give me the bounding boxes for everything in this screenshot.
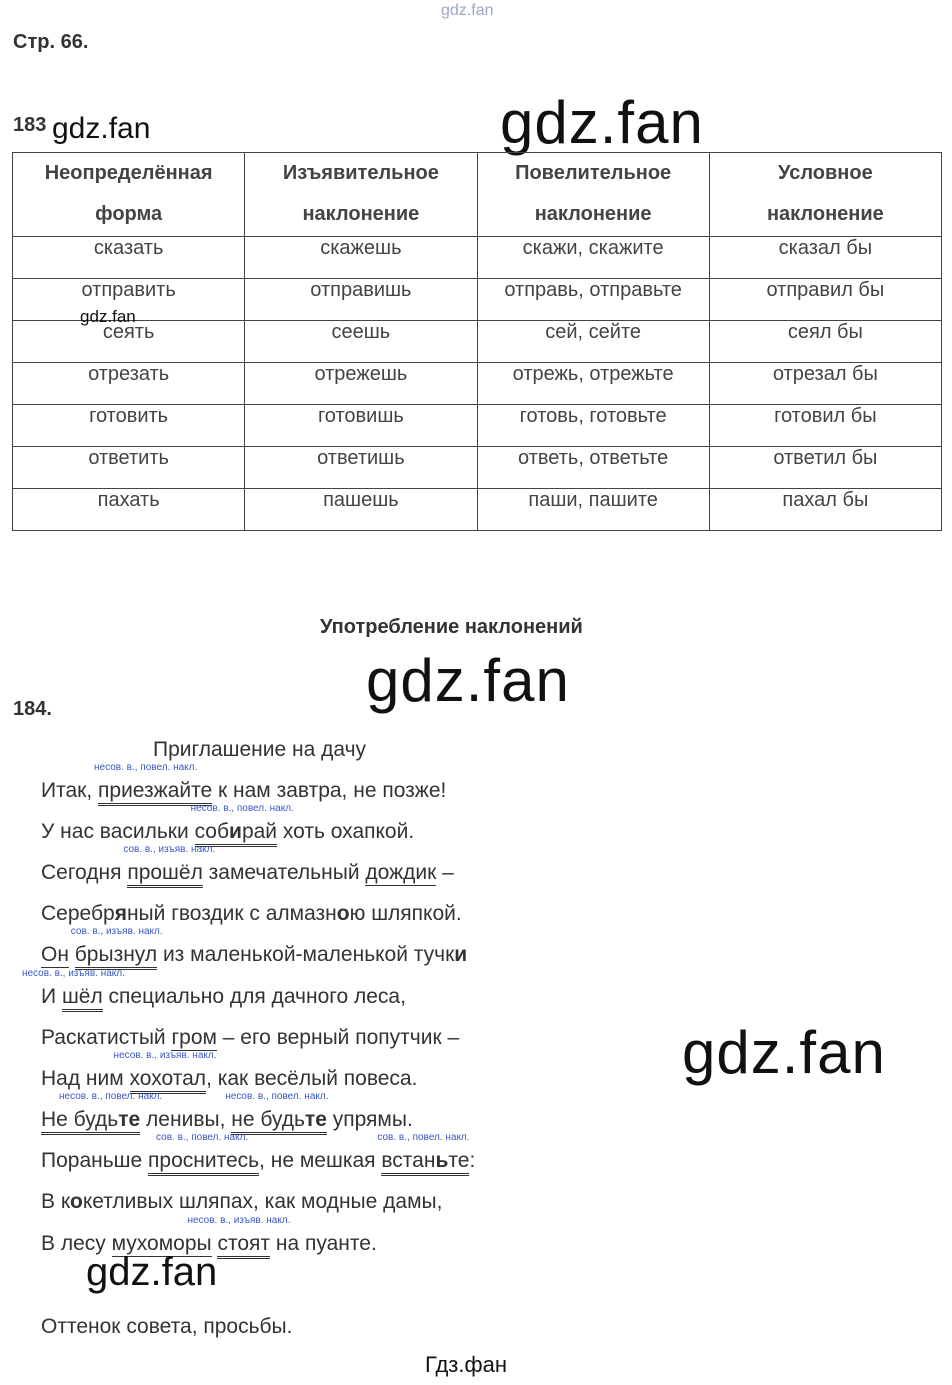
poem-line-6: И несов. в., изъяв. накл. шёл специально для дачного леса,	[41, 985, 406, 1012]
table-row	[13, 279, 942, 321]
header-infinitive: Неопределённая форма	[13, 153, 245, 237]
table-cell: сеешь	[245, 321, 477, 363]
verb-bryznul: сов. в., изъяв. накл. брызнул	[75, 943, 157, 970]
table-cell: сеял бы	[709, 321, 941, 363]
header-conditional: Условное наклонение	[709, 153, 941, 237]
table-cell: отрежешь	[245, 363, 477, 405]
verb-sobiray: несов. в., повел. накл. собирай	[195, 820, 277, 847]
subject-dozhdik: дождик	[365, 861, 437, 884]
table-cell: пахал бы	[709, 489, 941, 531]
table-cell: готовишь	[245, 405, 477, 447]
verb-moods-table	[12, 152, 942, 531]
poem-line-12: В лесу мухоморы несов. в., изъяв. накл. стоят на пуанте.	[41, 1232, 377, 1259]
table-cell: скажешь	[245, 237, 477, 279]
poem-line-10: Пораньше сов. в., повел. накл. проснитесь, не мешкая сов. в., повел. накл. встаньте:	[41, 1149, 475, 1176]
watermark-bottom-left: gdz.fan	[86, 1250, 218, 1294]
verb-khokhotal: несов. в., изъяв. накл. хохотал	[130, 1067, 207, 1094]
table-cell: отрезал бы	[709, 363, 941, 405]
verb-ne-budte-2: несов. в., повел. накл. не будьте	[231, 1108, 327, 1135]
table-row	[13, 489, 942, 531]
verb-prosnites: сов. в., повел. накл. проснитесь	[148, 1149, 259, 1176]
poem-line-11: В кокетливых шляпах, как модные дамы,	[41, 1190, 443, 1213]
watermark-mid-big: gdz.fan	[366, 647, 570, 714]
header-imperative: Повелительное наклонение	[477, 153, 709, 237]
table-cell: пашешь	[245, 489, 477, 531]
table-cell: отрежь, отрежьте	[477, 363, 709, 405]
poem-line-8: Над ним несов. в., изъяв. накл. хохотал, как весёлый повеса.	[41, 1067, 417, 1094]
table-cell: пахать	[13, 489, 245, 531]
table-header-row	[13, 153, 942, 237]
table-row	[13, 237, 942, 279]
watermark-top-big: gdz.fan	[500, 89, 704, 156]
watermark-table: gdz.fan	[80, 307, 136, 326]
table-cell: скажи, скажите	[477, 237, 709, 279]
table-row	[13, 405, 942, 447]
table-cell: ответил бы	[709, 447, 941, 489]
poem-line-9: несов. в., повел. накл. Не будьте ленивы, несов. в., повел. накл. не будьте упрямы.	[41, 1108, 413, 1135]
header-indicative: Изъявительное наклонение	[245, 153, 477, 237]
poem-line-5: Он сов. в., изъяв. накл. брызнул из маленькой-маленькой тучки	[41, 943, 467, 970]
page-label: Стр. 66.	[13, 31, 89, 53]
table-row	[13, 363, 942, 405]
poem-title: Приглашение на дачу	[153, 738, 367, 761]
watermark-top: gdz.fan	[441, 2, 494, 19]
table-row	[13, 321, 942, 363]
table-cell: сказал бы	[709, 237, 941, 279]
poem-line-1: Итак, несов. в., повел. накл. приезжайте к нам завтра, не позже!	[41, 779, 446, 806]
table-cell: отправь, отправьте	[477, 279, 709, 321]
exercise-184-number: 184.	[13, 698, 52, 720]
table-cell: отправить	[13, 279, 245, 321]
table-cell: отправишь	[245, 279, 477, 321]
section-title: Употребление наклонений	[320, 616, 583, 638]
verb-stoyat: несов. в., изъяв. накл. стоят	[217, 1232, 270, 1259]
subject-on: Он	[41, 943, 69, 966]
table-row	[13, 447, 942, 489]
poem-line-7: Раскатистый гром – его верный попутчик –	[41, 1026, 460, 1049]
verb-ne-budte-1: несов. в., повел. накл. Не будьте	[41, 1108, 140, 1135]
poem-line-2: У нас васильки несов. в., повел. накл. собирай хоть охапкой.	[41, 820, 414, 847]
table-cell: ответь, ответьте	[477, 447, 709, 489]
watermark-right-big: gdz.fan	[682, 1019, 886, 1086]
watermark-ex183: gdz.fan	[52, 112, 151, 145]
verb-priezzhayte: несов. в., повел. накл. приезжайте	[98, 779, 212, 806]
table-cell: готовил бы	[709, 405, 941, 447]
poem-answer: Оттенок совета, просьбы.	[41, 1315, 293, 1338]
subject-grom: гром	[171, 1026, 217, 1049]
poem-line-3: Сегодня сов. в., изъяв. накл. прошёл замечательный дождик –	[41, 861, 454, 888]
table-cell: сказать	[13, 237, 245, 279]
footer-watermark: Гдз.фан	[425, 1352, 507, 1377]
exercise-183-number: 183	[13, 114, 47, 136]
subject-mukhomory: мухоморы	[111, 1232, 212, 1255]
table-cell: ответишь	[245, 447, 477, 489]
table-cell: паши, пашите	[477, 489, 709, 531]
table-cell: сей, сейте	[477, 321, 709, 363]
table-cell: отрезать	[13, 363, 245, 405]
poem-line-4: Серебряный гвоздик с алмазною шляпкой.	[41, 902, 462, 925]
table-cell: готовь, готовьте	[477, 405, 709, 447]
verb-shyol: несов. в., изъяв. накл. шёл	[62, 985, 103, 1012]
table-cell: отправил бы	[709, 279, 941, 321]
table-cell: готовить	[13, 405, 245, 447]
verb-vstante: сов. в., повел. накл. встаньте	[381, 1149, 469, 1176]
verb-proshyol: сов. в., изъяв. накл. прошёл	[127, 861, 203, 888]
table-cell: сеять	[13, 321, 245, 363]
table-cell: ответить	[13, 447, 245, 489]
